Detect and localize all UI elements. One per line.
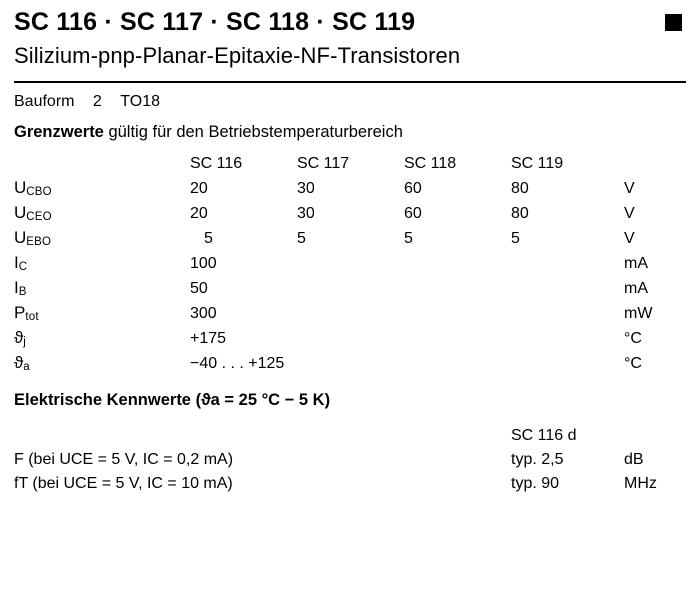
row-symbol-ib: $I_B$: [14, 277, 27, 298]
col-head-unit: [624, 152, 682, 175]
electrical-unit-ft: MHz: [624, 475, 657, 492]
col-head-sc117: SC 117: [297, 154, 350, 172]
cell-unit: V: [624, 229, 635, 247]
col-head-symbol: [14, 152, 190, 175]
page-title: SC 116 · SC 117 · SC 118 · SC 119: [14, 8, 416, 36]
cell-unit: °C: [624, 354, 642, 372]
table-row: [14, 225, 682, 250]
cell-value: 30: [297, 204, 315, 222]
bauform-line: [14, 93, 686, 111]
header-row: [14, 0, 686, 37]
table-row: [14, 200, 682, 225]
row-symbol-theta-j: $ϑ_j$: [14, 327, 27, 348]
cell-value: 5: [297, 229, 306, 247]
cell-unit: °C: [624, 329, 642, 347]
bauform-label: Bauform: [14, 93, 75, 110]
cell-value: 5: [204, 229, 213, 247]
cell-value: 20: [190, 179, 208, 197]
cell-value: 50: [190, 279, 208, 297]
cell-unit: mA: [624, 279, 648, 297]
electrical-col-head: SC 116 d: [511, 427, 577, 444]
cell-unit: mA: [624, 254, 648, 272]
table-row: [14, 325, 682, 350]
cell-value: 100: [190, 254, 217, 272]
cell-value: 60: [404, 179, 422, 197]
electrical-desc-f: F (bei UCE = 5 V, IC = 0,2 mA): [14, 451, 234, 468]
cell-unit: V: [624, 179, 635, 197]
cell-value: 5: [511, 229, 520, 247]
header-divider: [14, 81, 686, 83]
row-symbol-uebo: $U_{EBO}$: [14, 227, 52, 248]
table-row: [14, 250, 682, 275]
electrical-unit-f: dB: [624, 451, 644, 468]
cell-value: +175: [190, 329, 227, 347]
page-subtitle: Silizium-pnp-Planar-Epitaxie-NF-Transistoren: [14, 43, 461, 68]
electrical-value-f: typ. 2,5: [511, 451, 564, 468]
cell-value: −40 . . . +125: [190, 354, 285, 372]
black-square-marker-icon: [665, 14, 682, 31]
cell-value: 300: [190, 304, 217, 322]
electrical-table: [14, 424, 682, 496]
table-header-row: [14, 152, 682, 175]
col-head-sc118: SC 118: [404, 154, 457, 172]
table-row: [14, 350, 682, 375]
electrical-value-ft: typ. 90: [511, 475, 560, 492]
col-head-sc119: SC 119: [511, 154, 564, 172]
cell-value: 30: [297, 179, 315, 197]
row-symbol-ic: $I_C$: [14, 252, 28, 273]
cell-unit: V: [624, 204, 635, 222]
table-row: [14, 472, 682, 496]
electrical-col-unit-head: [624, 424, 682, 448]
row-symbol-theta-a: $ϑ_a$: [14, 352, 30, 373]
bauform-number: 2: [92, 93, 102, 110]
table-row: [14, 275, 682, 300]
cell-unit: mW: [624, 304, 653, 322]
limits-heading: [14, 123, 686, 142]
limits-table: [14, 152, 682, 375]
bauform-package: TO18: [120, 93, 161, 110]
table-header-row: [14, 424, 682, 448]
table-row: [14, 448, 682, 472]
limits-heading-rest: gültig für den Betriebstemperaturbereich: [103, 123, 403, 141]
electrical-col-blank: [14, 424, 511, 448]
cell-value: 60: [404, 204, 422, 222]
cell-value: 80: [511, 179, 529, 197]
cell-value: 80: [511, 204, 529, 222]
electrical-heading: Elektrische Kennwerte (ϑa = 25 °C − 5 K): [14, 391, 331, 409]
cell-value: 20: [190, 204, 208, 222]
row-symbol-ptot: $P_{tot}$: [14, 302, 39, 323]
electrical-desc-ft: fT (bei UCE = 5 V, IC = 10 mA): [14, 475, 233, 492]
col-head-sc116: SC 116: [190, 154, 243, 172]
cell-value: 5: [404, 229, 413, 247]
table-row: [14, 300, 682, 325]
row-symbol-uceo: $U_{CEO}$: [14, 202, 52, 223]
row-symbol-ucbo: $U_{CBO}$: [14, 177, 52, 198]
limits-heading-bold: Grenzwerte: [14, 123, 104, 141]
table-row: [14, 175, 682, 200]
